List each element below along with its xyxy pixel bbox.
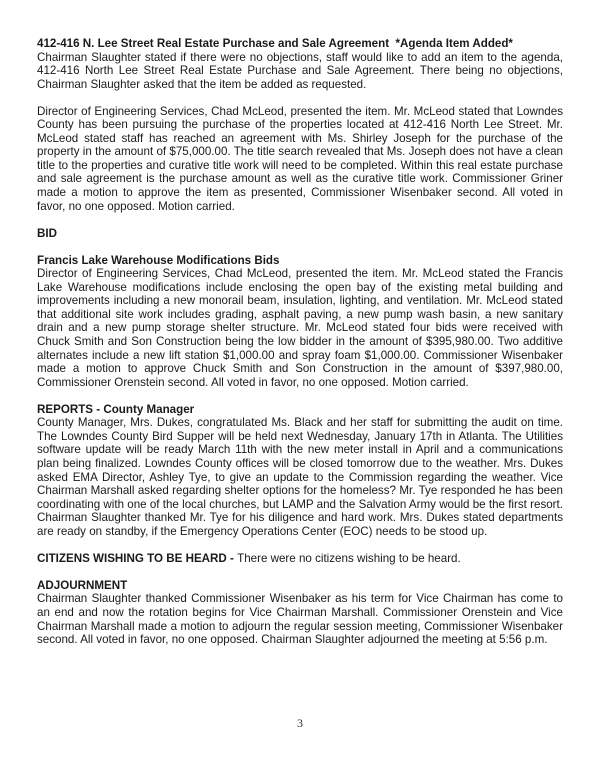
section-reports [37, 403, 563, 538]
section-lee-street [37, 37, 563, 213]
paragraph: County Manager, Mrs. Dukes, congratulated Ms. Black and her staff for submitting the audit on time. The Lowndes County Bird Supper will be held next Wednesday, January 17th in Atlanta. The Utilities software update will be ready March 11th with the new meter install in April and a communications plan being finalized. Lowndes County offices will be closed tomorrow due to the weather. Mrs. Dukes asked EMA Director, Ashley Tye, to give an update to the Commission regarding the weather. Vice Chairman Marshall asked regarding shelter options for the homeless? Mr. Tye responded he has been coordinating with one of the local churches, but LAMP and the Salvation Army would be the first resort. Chairman Slaughter thanked Mr. Tye for his diligence and hard work. Mrs. Dukes stated departments are ready on standby, if the Emergency Operations Center (EOC) needs to be stood up. [37, 416, 563, 538]
paragraph: Director of Engineering Services, Chad McLeod, presented the item. Mr. McLeod stated that Lowndes County has been pursuing the purchase of the properties located at 412-416 North Lee Street. Mr. McLeod stated staff has reached an agreement with Ms. Shirley Joseph for the purchase of the property in the amount of $75,000.00. The title search revealed that Ms. Joseph does not have a clean title to the properties and curative title work will need to be completed. Within this real estate purchase and sale agreement is the purchase amount as well as the curative title work. Commissioner Griner made a motion to approve the item as presented, Commissioner Wisenbaker second. All voted in favor, no one opposed. Motion carried. [37, 104, 563, 213]
paragraph: There were no citizens wishing to be heard. [237, 551, 461, 565]
section-heading: CITIZENS WISHING TO BE HEARD - [37, 551, 238, 565]
section-heading: ADJOURNMENT [37, 578, 128, 592]
section-heading: Francis Lake Warehouse Modifications Bids [37, 253, 280, 267]
section-heading: REPORTS - County Manager [37, 402, 195, 416]
section-adjournment [37, 579, 563, 647]
paragraph: Chairman Slaughter stated if there were no objections, staff would like to add an item to the agenda, 412-416 North Lee Street Real Estate Purchase and Sale Agreement. There being no objections, Chairman Slaughter asked that the item be added as requested. [37, 50, 563, 91]
page-number: 3 [297, 716, 303, 730]
section-heading: 412-416 N. Lee Street Real Estate Purchase and Sale Agreement *Agenda Item Added* [37, 37, 513, 50]
paragraph: Chairman Slaughter thanked Commissioner Wisenbaker as his term for Vice Chairman has come to an end and now the rotation begins for Vice Chairman Marshall. Commissioner Orenstein and Vice Chairman Marshall made a motion to adjourn the regular session meeting, Commissioner Wisenbaker second. All voted in favor, no one opposed. Chairman Slaughter adjourned the meeting at 5:56 p.m. [37, 592, 563, 647]
section-citizens [37, 552, 563, 566]
citizens-line [37, 552, 563, 566]
section-bid [37, 227, 563, 241]
paragraph: Director of Engineering Services, Chad McLeod, presented the item. Mr. McLeod stated the Francis Lake Warehouse modifications include enclosing the open bay of the existing metal building and improvements including a new monorail beam, insulation, lighting, and ventilation. Mr. McLeod stated that additional site work includes grading, asphalt paving, a new pump wash basin, a new sanitary drain and a new pump storage shelter structure. Mr. McLeod stated four bids were received with Chuck Smith and Son Construction being the low bidder in the amount of $395,980.00. Two additive alternates include a new lift station $1,000.00 and spray foam $1,000.00. Commissioner Wisenbaker made a motion to approve Chuck Smith and Son Construction in the amount of $397,980.00, Commissioner Orenstein second. All voted in favor, no one opposed. Motion carried. [37, 267, 563, 389]
section-heading: BID [37, 226, 57, 240]
section-francis-lake [37, 254, 563, 389]
document-page [37, 37, 563, 647]
